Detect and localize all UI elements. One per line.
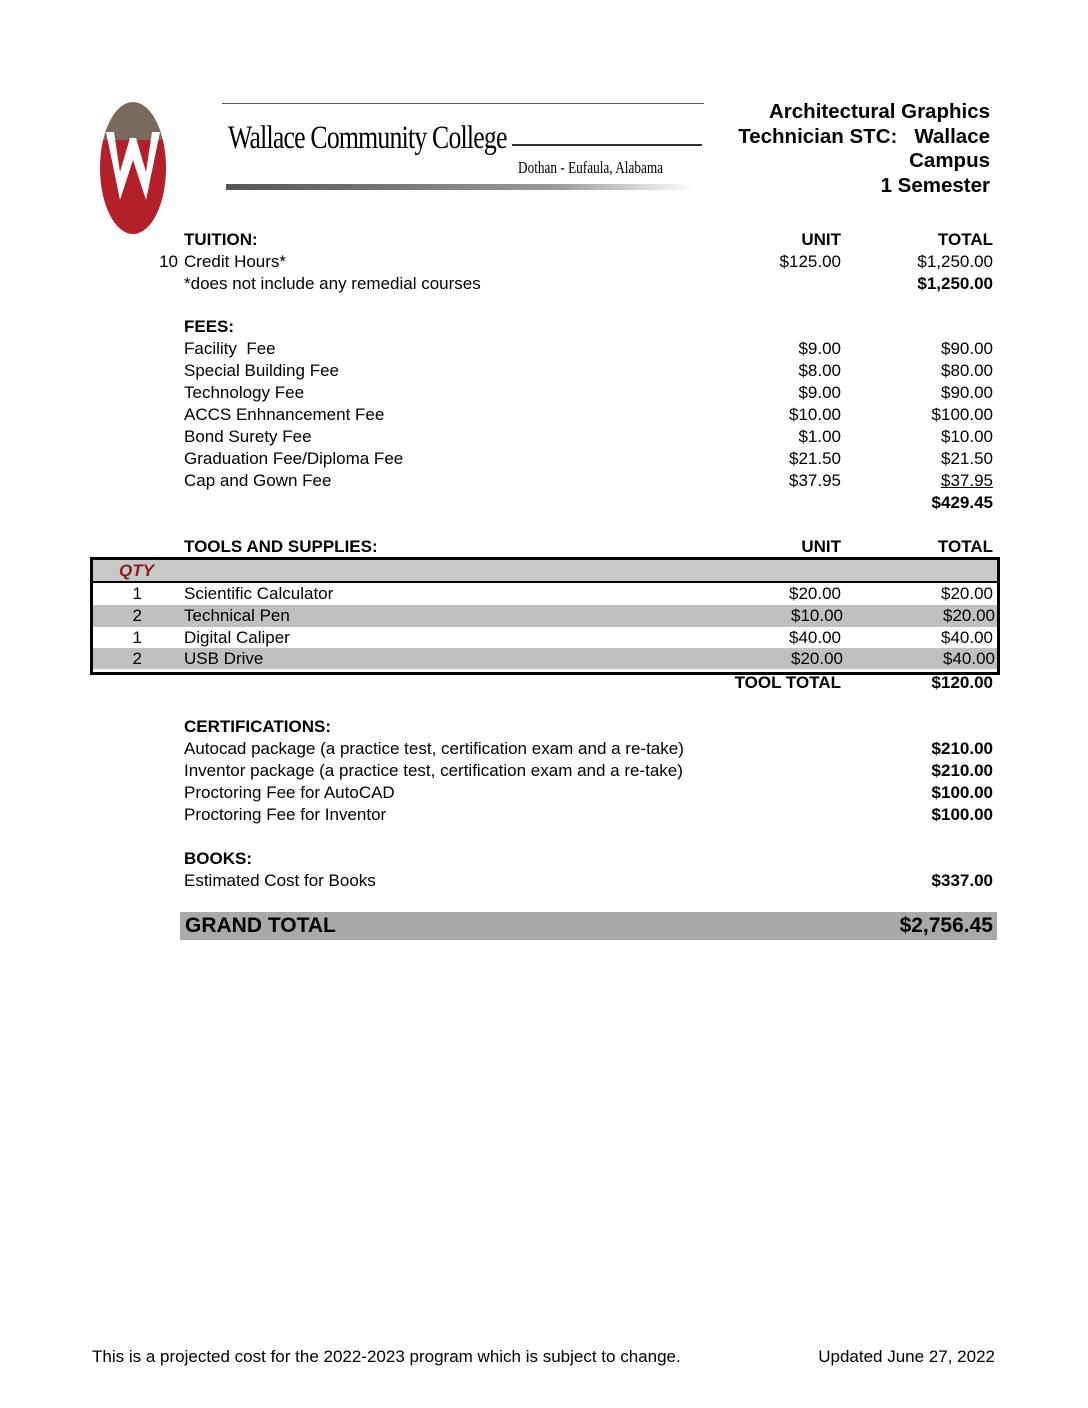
tool-total: $20.00 <box>941 584 993 603</box>
fee-total: $10.00 <box>941 427 993 446</box>
fee-unit: $37.95 <box>789 471 841 490</box>
tool-unit: $20.00 <box>789 584 841 603</box>
certification-row <box>0 738 1088 760</box>
certification-total: $210.00 <box>931 761 993 780</box>
fee-row <box>0 338 1088 360</box>
fee-total: $21.50 <box>941 449 993 468</box>
fee-label: Graduation Fee/Diploma Fee <box>184 449 404 468</box>
tool-row <box>0 627 1088 649</box>
credit-hours-count: 10 <box>159 252 178 271</box>
fee-row <box>0 404 1088 426</box>
credit-hours-label: Credit Hours* <box>184 252 287 271</box>
fees-header-row <box>0 316 1088 338</box>
credit-hours-total: $1,250.00 <box>917 252 993 271</box>
tool-row <box>93 605 997 627</box>
tool-label: Digital Caliper <box>184 628 290 647</box>
tool-qty: 2 <box>132 649 142 668</box>
tool-unit: $20.00 <box>791 649 843 668</box>
tool-label: Technical Pen <box>184 606 290 625</box>
fee-total: $100.00 <box>931 405 993 424</box>
fees-subtotal: $429.45 <box>931 493 993 512</box>
fee-unit: $10.00 <box>789 405 841 424</box>
tools-total-header: TOTAL <box>937 537 993 556</box>
fee-total: $90.00 <box>941 339 993 358</box>
title-line-4: 1 Semester <box>880 173 990 197</box>
fee-label: ACCS Enhnancement Fee <box>184 405 385 424</box>
grand-total-label: GRAND TOTAL <box>185 914 336 937</box>
books-label: Estimated Cost for Books <box>184 871 376 890</box>
tuition-note-row <box>0 273 1088 295</box>
tools-heading: TOOLS AND SUPPLIES: <box>184 537 378 556</box>
fee-row <box>0 382 1088 404</box>
tuition-header-row <box>0 229 1088 251</box>
certification-label: Proctoring Fee for Inventor <box>184 805 387 824</box>
college-name-banner <box>222 100 704 196</box>
fee-label: Special Building Fee <box>184 361 339 380</box>
fee-unit: $21.50 <box>789 449 841 468</box>
unit-header: UNIT <box>801 230 841 249</box>
tool-total-value: $120.00 <box>931 673 993 692</box>
tool-total: $40.00 <box>943 649 995 668</box>
fee-label: Bond Surety Fee <box>184 427 312 446</box>
tool-unit: $40.00 <box>789 628 841 647</box>
title-line-3: Campus <box>909 149 990 172</box>
fees-heading: FEES: <box>184 317 235 336</box>
tool-total-row <box>0 672 1088 694</box>
tuition-note: *does not include any remedial courses <box>184 274 481 293</box>
certification-label: Proctoring Fee for AutoCAD <box>184 783 395 802</box>
tuition-subtotal: $1,250.00 <box>917 274 993 293</box>
program-title <box>690 100 990 198</box>
tuition-heading: TUITION: <box>184 230 258 249</box>
fee-total: $90.00 <box>941 383 993 402</box>
fee-label: Technology Fee <box>184 383 305 402</box>
certification-label: Autocad package (a practice test, certification exam and a re-take) <box>184 739 684 758</box>
title-line-2: Technician STC: Wallace <box>738 124 990 148</box>
fee-row <box>0 470 1088 492</box>
tool-label: Scientific Calculator <box>184 584 334 603</box>
certification-label: Inventor package (a practice test, certification exam and a re-take) <box>184 761 683 780</box>
fee-total: $80.00 <box>941 361 993 380</box>
college-location: Dothan - Eufaula, Alabama <box>518 158 664 177</box>
fee-unit: $1.00 <box>798 427 841 446</box>
total-header: TOTAL <box>937 230 993 249</box>
tuition-row <box>0 251 1088 273</box>
tool-label: USB Drive <box>184 649 264 668</box>
tool-row <box>93 648 997 670</box>
certification-total: $100.00 <box>931 805 993 824</box>
fees-subtotal-row <box>0 492 1088 514</box>
tool-row <box>0 583 1088 605</box>
books-header-row <box>0 848 1088 870</box>
certifications-header-row <box>0 716 1088 738</box>
tool-qty: 1 <box>132 584 142 603</box>
grand-total-bar <box>180 912 997 940</box>
fee-unit: $9.00 <box>798 383 841 402</box>
certification-total: $100.00 <box>931 783 993 802</box>
fee-row <box>0 360 1088 382</box>
fee-label: Facility Fee <box>184 339 276 358</box>
title-line-1: Architectural Graphics <box>768 100 990 123</box>
tool-unit: $10.00 <box>791 606 843 625</box>
tools-unit-header: UNIT <box>801 537 841 556</box>
certification-row <box>0 782 1088 804</box>
tools-table-header <box>93 560 997 583</box>
tools-header-row <box>0 536 1088 558</box>
tool-total: $20.00 <box>943 606 995 625</box>
qty-header: QTY <box>119 561 154 580</box>
fee-row <box>0 448 1088 470</box>
tool-total-label: TOOL TOTAL <box>734 673 841 692</box>
certification-row <box>0 760 1088 782</box>
books-row <box>0 870 1088 892</box>
college-seal-logo <box>98 100 168 236</box>
fee-label: Cap and Gown Fee <box>184 471 332 490</box>
fee-total: $37.95 <box>941 471 993 490</box>
certification-total: $210.00 <box>931 739 993 758</box>
tool-qty: 1 <box>132 628 142 647</box>
tool-total: $40.00 <box>941 628 993 647</box>
fee-unit: $8.00 <box>798 361 841 380</box>
certification-row <box>0 804 1088 826</box>
credit-hours-unit: $125.00 <box>779 252 841 271</box>
fee-row <box>0 426 1088 448</box>
fee-unit: $9.00 <box>798 339 841 358</box>
footer-updated-date: Updated June 27, 2022 <box>818 1347 995 1366</box>
books-total: $337.00 <box>931 871 993 890</box>
books-heading: BOOKS: <box>184 849 252 868</box>
grand-total-value: $2,756.45 <box>899 914 993 937</box>
college-name: Wallace Community College <box>228 120 507 156</box>
footer-disclaimer: This is a projected cost for the 2022-2023 program which is subject to change. <box>92 1347 681 1366</box>
tool-qty: 2 <box>132 606 142 625</box>
certifications-heading: CERTIFICATIONS: <box>184 717 332 736</box>
